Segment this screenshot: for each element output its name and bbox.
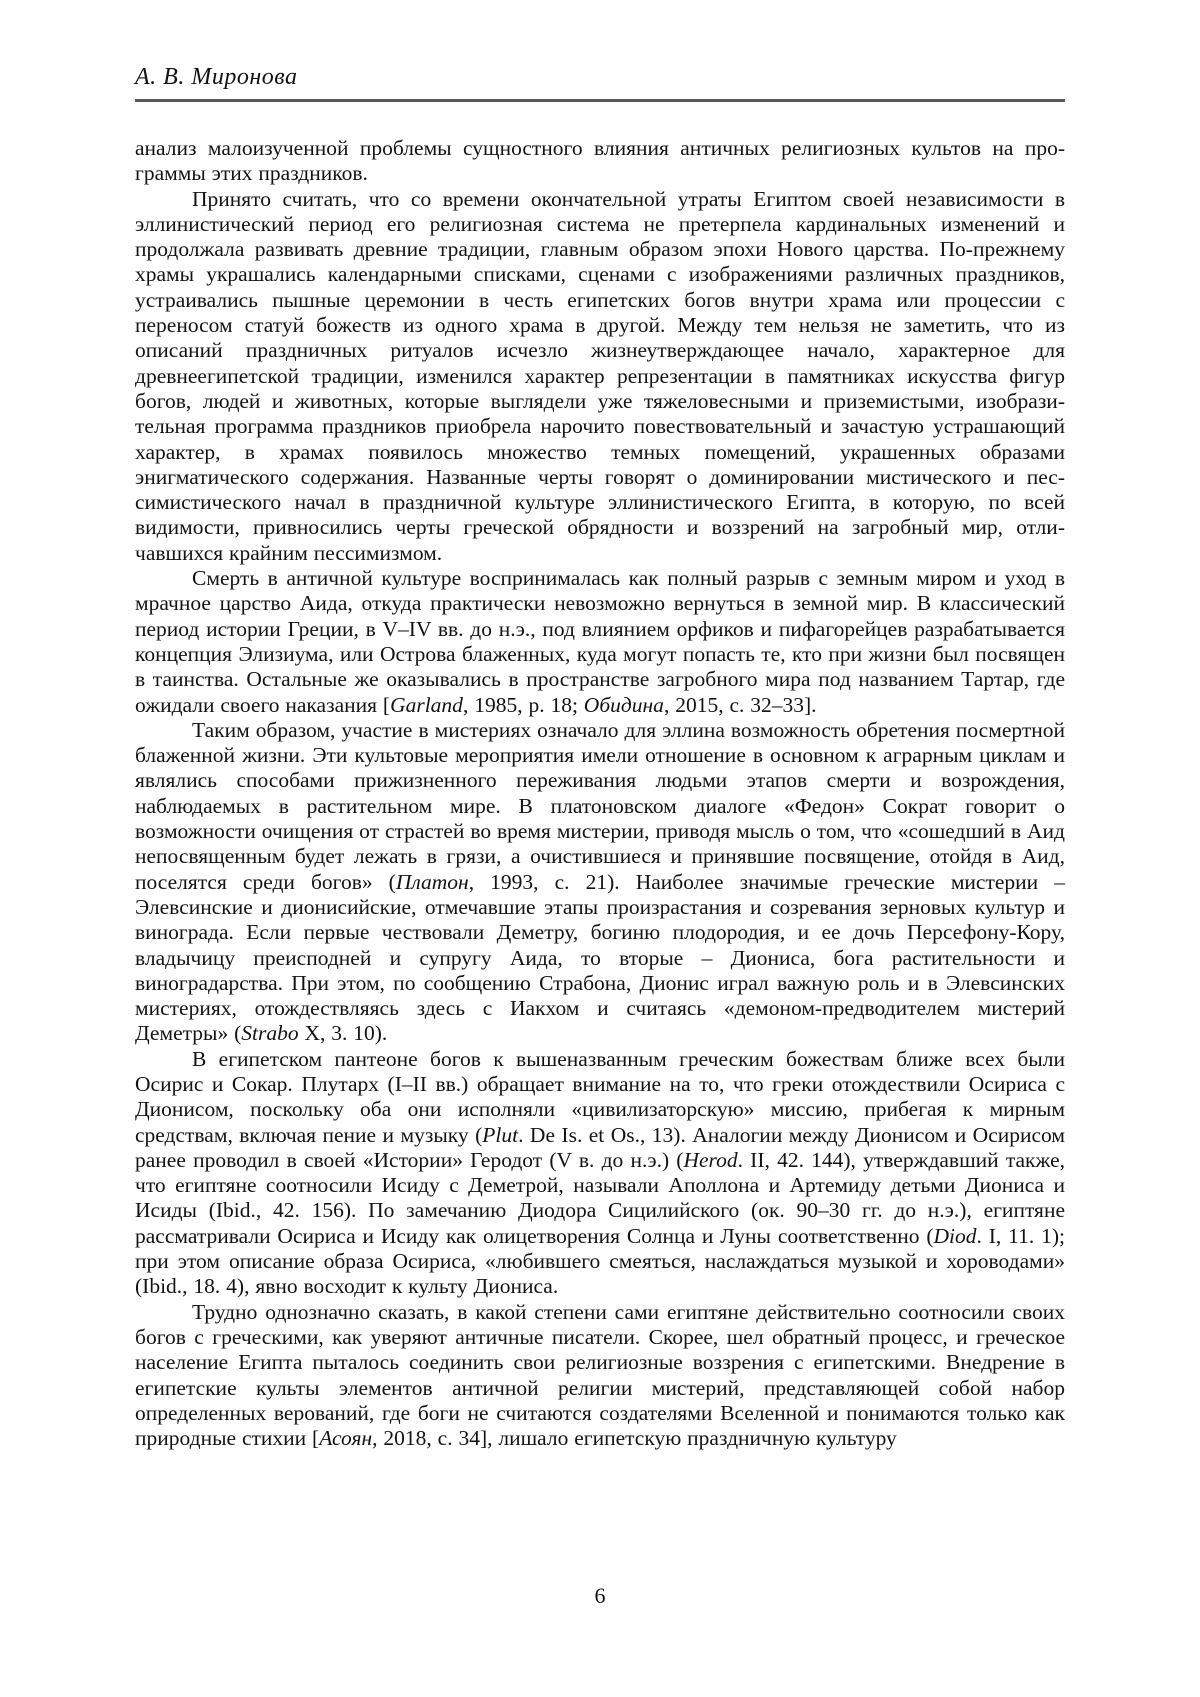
citation-italic: Платон [395, 869, 469, 894]
citation-italic: Strabo [241, 1021, 299, 1046]
text-run: , 2015, с. 32–33]. [663, 692, 817, 717]
text-run: . I, 11. 1); при этом описание образа Осириса, «любившего смеяться, наслаждаться музыкой и хороводами» (Ibid., 18. 4), явно восходит к культу Диониса. [135, 1223, 1065, 1299]
running-header [135, 62, 1065, 102]
citation-italic: Diod [933, 1223, 977, 1248]
citation-italic: Обидина [583, 692, 664, 717]
citation-italic: Herod [683, 1147, 738, 1172]
citation-italic: Plut [482, 1122, 519, 1147]
citation-italic: Асоян [319, 1426, 373, 1451]
text-run: , 2018, с. 34], лишало египетскую праздничную культуру [372, 1426, 897, 1451]
text-run: В египетском пантеоне богов к вышеназванным греческим божествам ближе всех были Осирис и Сокар. Плутарх (I–II вв.) обращает внимание на то, что греки отождествили Осириса с Дионисом, поскольку оба они исполняли «цивилизаторскую» миссию, прибегая к мирным средствам, включая пение и музыку ( [135, 1046, 1065, 1147]
citation-italic: Garland [390, 692, 463, 717]
text-run: Трудно однозначно сказать, в какой степени сами египтяне действительно соотносили своих богов с греческими, как уверяют античные писатели. Скорее, шел обратный процесс, и греческое население Египта пыталось соединить свои религиозные воззрения с египетскими. Внедрение в египетские культы элементов античной религии мистерий, представляющей собой набор определенных верований, где боги не считаются создателями Вселенной и понимаются только как природные стихии [ [135, 1299, 1065, 1451]
paragraph [135, 1047, 1065, 1300]
paragraph [135, 1300, 1065, 1452]
text-run: анализ малоизученной проблемы сущностного влияния античных религиозных культов на программы этих праздников. [135, 136, 1065, 186]
article-body [135, 136, 1065, 1451]
text-run: . II, 42. 144), утверждавший также, что египтяне соотносили Исиду с Деметрой, называли Аполлона и Артемиду детьми Диониса и Исиды (Ibid., 42. 156). По замечанию Диодора Сицилийского (ок. 90–30 гг. до н.э.), египтяне рассматривали Осириса и Исиду как олицетворения Солнца и Луны соответственно ( [135, 1147, 1065, 1248]
text-run: Таким образом, участие в мистериях означало для эллина возможность обретения посмертной блаженной жизни. Эти культовые мероприятия имели отношение в основном к аграрным циклам и являлись способами прижизненного переживания людьми этапов смерти и возрождения, наблюдаемых в растительном мире. В платоновском диалоге «Федон» Сократ говорит о возможности очищения от страстей во время мистерии, приводя мысль о том, что «сошедший в Аид непосвященным будет лежать в грязи, а очистившиеся и принявшие посвящение, отойдя в Аид, поселятся среди богов» ( [135, 717, 1065, 894]
text-run: Смерть в античной культуре воспринималась как полный разрыв с земным миром и уход в мрачное царство Аида, откуда практически невозможно вернуться в земной мир. В классический период истории Греции, в V–IV вв. до н.э., под влиянием орфиков и пифагорейцев разрабатывается концепция Элизиума, или Острова блаженных, куда могут попасть те, кто при жизни был посвящен в таинства. Остальные же оказывались в пространстве загробного мира под названием Тартар, где ожидали своего наказания [ [135, 566, 1065, 717]
header-rule [135, 99, 1065, 102]
text-run: , 1985, p. 18; [462, 692, 584, 717]
page-footer [0, 1583, 1200, 1609]
paragraph [135, 136, 1065, 187]
paragraph [135, 718, 1065, 1047]
author-name: А. В. Миронова [135, 64, 298, 90]
text-run: X, 3. 10). [298, 1021, 388, 1046]
page-number: 6 [594, 1583, 606, 1608]
text-run: Принято считать, что со времени окончательной утраты Египтом своей независимости в эллинистический период его религиозная система не претерпела кардинальных изменений и продолжала развивать древние традиции, главным образом эпохи Нового царства. По-прежнему храмы украшались календарными списками, сценами с изображениями различных праздников, устраивались пышные церемонии в честь египетских богов внутри храма или процессии с переносом статуй божеств из одного храма в другой. Между тем нельзя не заметить, что из описаний праздничных ритуалов исчезло жизнеутверждающее начало, характерное для древнеегипетской традиции, изменился характер репрезентации в памятниках искусства фигур богов, людей и животных, которые выглядели уже тяжеловесными и приземистыми, изобразительная программа праздников приобрела нарочито повествовательный и зачастую устрашающий характер, в храмах появилось множество темных помещений, украшенных образами энигматического содержания. Названные черты говорят о доминировании мистического и пессимистического начал в праздничной культуре эллинистического Египта, в которую, по всей видимости, привносились черты греческой обрядности и воззрений на загробный мир, отличавшихся крайним пессимизмом. [135, 186, 1065, 565]
paragraph [135, 566, 1065, 718]
text-run: . De Is. et Os., 13). Аналогии между Дионисом и Осирисом ранее проводил в своей «Истории» Геродот (V в. до н.э.) ( [135, 1122, 1065, 1172]
text-run: , 1993, с. 21). Наиболее значимые греческие мистерии – Элевсинские и дионисийские, отмечавшие этапы произрастания и созревания зерновых культур и винограда. Если первые чествовали Деметру, богиню плодородия, и ее дочь Персефону-Кору, владычицу преисподней и супругу Аида, то вторые – Диониса, бога растительности и виноградарства. При этом, по сообщению Страбона, Дионис играл важную роль и в Элевсинских мистериях, отождествляясь здесь с Иакхом и считаясь «демоном-предводителем мистерий Деметры» ( [135, 869, 1065, 1046]
paragraph [135, 187, 1065, 566]
